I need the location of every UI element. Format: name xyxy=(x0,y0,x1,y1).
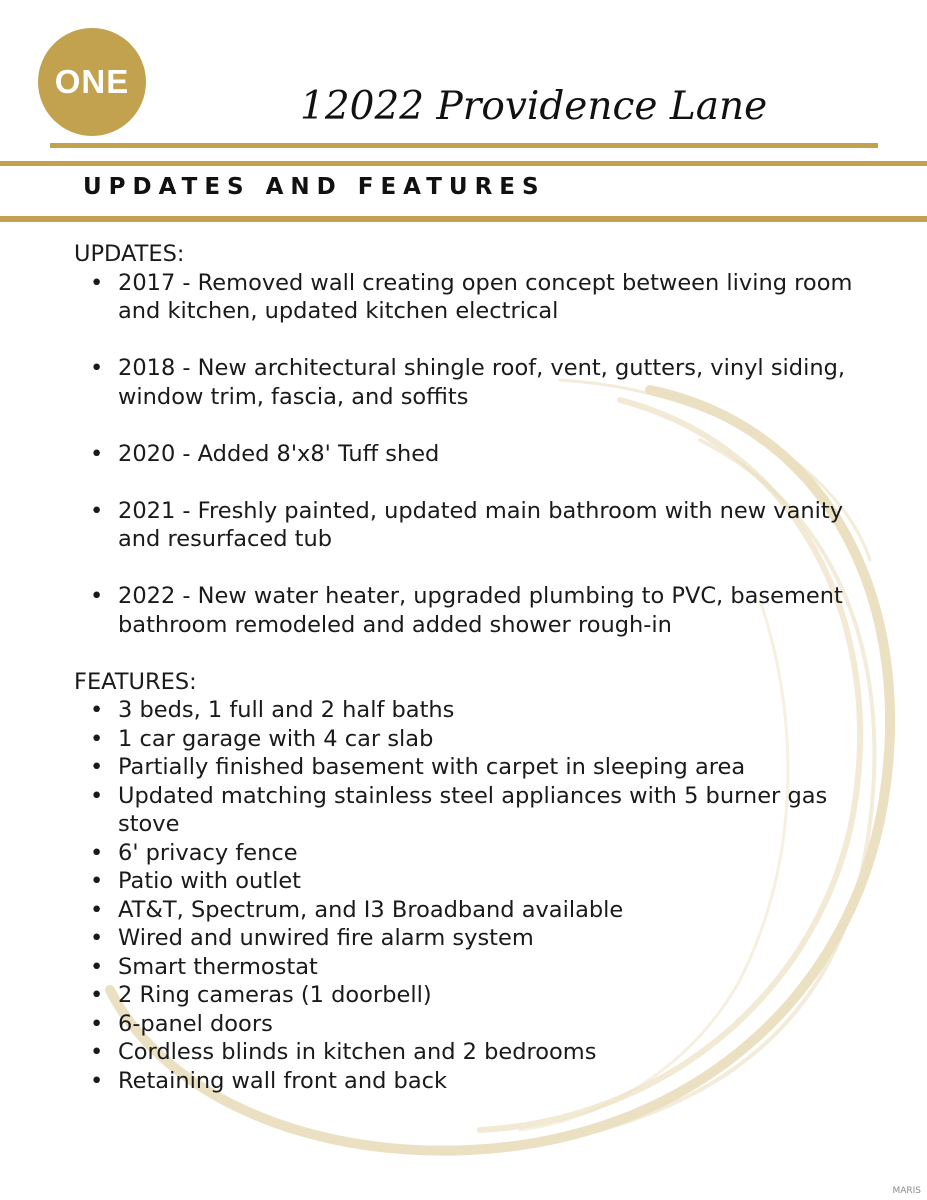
property-address-title: 12022 Providence Lane xyxy=(300,84,768,129)
list-item: • AT&T, Spectrum, and I3 Broadband available xyxy=(118,896,874,925)
list-item: • Updated matching stainless steel appliances with 5 burner gas stove xyxy=(118,782,874,839)
content-body xyxy=(74,240,874,1095)
list-item: • 2021 - Freshly painted, updated main bathroom with new vanity and resurfaced tub xyxy=(118,497,874,554)
list-item: • 2022 - New water heater, upgraded plumbing to PVC, basement bathroom remodeled and added shower rough-in xyxy=(118,582,874,639)
list-item: • Patio with outlet xyxy=(118,867,874,896)
list-item: • Smart thermostat xyxy=(118,953,874,982)
company-logo xyxy=(38,28,146,136)
list-item: • 2 Ring cameras (1 doorbell) xyxy=(118,981,874,1010)
features-label: FEATURES: xyxy=(74,668,197,695)
list-item: • Wired and unwired fire alarm system xyxy=(118,924,874,953)
list-item: • Partially finished basement with carpet in sleeping area xyxy=(118,753,874,782)
list-item: • 2020 - Added 8'x8' Tuff shed xyxy=(118,440,874,469)
list-item: • 2018 - New architectural shingle roof, vent, gutters, vinyl siding, window trim, fascia, and soffits xyxy=(118,354,874,411)
list-item: • Cordless blinds in kitchen and 2 bedrooms xyxy=(118,1038,874,1067)
features-list xyxy=(74,696,874,1095)
list-item: • 6' privacy fence xyxy=(118,839,874,868)
divider-mid xyxy=(0,161,927,166)
list-item: • 6-panel doors xyxy=(118,1010,874,1039)
list-item: • Retaining wall front and back xyxy=(118,1067,874,1096)
logo-text: ONE xyxy=(54,63,130,100)
list-item: • 1 car garage with 4 car slab xyxy=(118,725,874,754)
list-item: • 2017 - Removed wall creating open concept between living room and kitchen, updated kitchen electrical xyxy=(118,269,874,326)
updates-label: UPDATES: xyxy=(74,241,185,267)
section-heading: UPDATES AND FEATURES xyxy=(83,174,546,200)
updates-list xyxy=(74,269,874,640)
divider-top xyxy=(50,143,878,148)
divider-bottom xyxy=(0,216,927,222)
footer-watermark: MARIS xyxy=(892,1186,921,1196)
list-item: • 3 beds, 1 full and 2 half baths xyxy=(118,696,874,725)
